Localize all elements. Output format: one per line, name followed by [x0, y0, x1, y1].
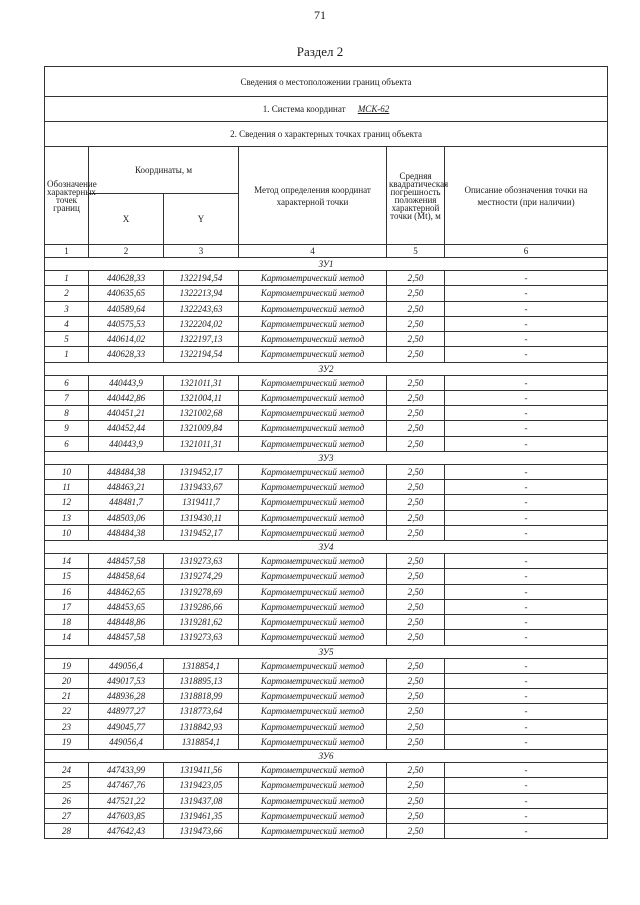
cell-point-id: 20 — [45, 673, 89, 688]
cell-precision: 2,50 — [387, 763, 445, 778]
cell-coord-y: 1318842,93 — [164, 719, 239, 734]
cell-precision: 2,50 — [387, 599, 445, 614]
cell-coord-y: 1319452,17 — [164, 464, 239, 479]
cell-description: - — [445, 525, 608, 540]
table-row — [45, 510, 608, 525]
cell-method: Картометрический метод — [239, 436, 387, 451]
cell-coord-x: 440614,02 — [89, 332, 164, 347]
cell-description: - — [445, 301, 608, 316]
cell-description: - — [445, 763, 608, 778]
cell-coord-x: 448448,86 — [89, 615, 164, 630]
cell-description: - — [445, 464, 608, 479]
cell-point-id: 7 — [45, 390, 89, 405]
cell-method: Картометрический метод — [239, 525, 387, 540]
cell-description: - — [445, 689, 608, 704]
cell-point-id: 14 — [45, 630, 89, 645]
cell-point-id: 14 — [45, 554, 89, 569]
cell-coord-y: 1322194,54 — [164, 347, 239, 362]
table-row — [45, 301, 608, 316]
cell-precision: 2,50 — [387, 436, 445, 451]
cell-method: Картометрический метод — [239, 316, 387, 331]
cell-description: - — [445, 673, 608, 688]
column-number: 2 — [89, 245, 164, 258]
cell-point-id: 21 — [45, 689, 89, 704]
cell-method: Картометрический метод — [239, 301, 387, 316]
cell-coord-y: 1319281,62 — [164, 615, 239, 630]
cell-method: Картометрический метод — [239, 554, 387, 569]
cell-coord-y: 1321011,31 — [164, 375, 239, 390]
cell-precision: 2,50 — [387, 406, 445, 421]
points-info-row — [45, 122, 608, 147]
cell-description: - — [445, 584, 608, 599]
section-title: Раздел 2 — [296, 44, 344, 59]
cell-method: Картометрический метод — [239, 778, 387, 793]
cell-point-id: 23 — [45, 719, 89, 734]
group-header-row — [45, 451, 608, 464]
cell-coord-y: 1322194,54 — [164, 271, 239, 286]
cell-method: Картометрический метод — [239, 406, 387, 421]
cell-method: Картометрический метод — [239, 793, 387, 808]
cell-method: Картометрический метод — [239, 704, 387, 719]
cell-coord-x: 440628,33 — [89, 347, 164, 362]
header-coordinates: Координаты, м — [89, 147, 239, 194]
table-row — [45, 332, 608, 347]
cell-precision: 2,50 — [387, 673, 445, 688]
cell-description: - — [445, 704, 608, 719]
page-number: 71 — [314, 8, 326, 22]
header-x: X — [89, 194, 164, 245]
table-row — [45, 584, 608, 599]
cell-coord-x: 440451,21 — [89, 406, 164, 421]
cell-coord-y: 1322197,13 — [164, 332, 239, 347]
cell-precision: 2,50 — [387, 421, 445, 436]
table-row — [45, 569, 608, 584]
cell-precision: 2,50 — [387, 630, 445, 645]
cell-method: Картометрический метод — [239, 584, 387, 599]
group-header-row — [45, 541, 608, 554]
cell-precision: 2,50 — [387, 271, 445, 286]
cell-precision: 2,50 — [387, 375, 445, 390]
cell-method: Картометрический метод — [239, 375, 387, 390]
cell-method: Картометрический метод — [239, 719, 387, 734]
column-number: 3 — [164, 245, 239, 258]
table-row — [45, 316, 608, 331]
table-row — [45, 824, 608, 839]
cell-coord-x: 440443,9 — [89, 436, 164, 451]
header-method: Метод определения координат характерной точки — [239, 147, 387, 245]
cell-method: Картометрический метод — [239, 615, 387, 630]
cell-method: Картометрический метод — [239, 347, 387, 362]
table-row — [45, 599, 608, 614]
cell-precision: 2,50 — [387, 808, 445, 823]
cell-point-id: 24 — [45, 763, 89, 778]
header-y: Y — [164, 194, 239, 245]
cell-coord-x: 448484,38 — [89, 525, 164, 540]
table-body — [45, 67, 608, 839]
cell-precision: 2,50 — [387, 584, 445, 599]
cell-precision: 2,50 — [387, 316, 445, 331]
cell-description: - — [445, 421, 608, 436]
cell-point-id: 16 — [45, 584, 89, 599]
cell-coord-y: 1322204,02 — [164, 316, 239, 331]
table-row — [45, 719, 608, 734]
cell-coord-x: 449017,53 — [89, 673, 164, 688]
table-row — [45, 421, 608, 436]
column-number-row — [45, 245, 608, 258]
group-header-row — [45, 645, 608, 658]
cell-coord-x: 447521,22 — [89, 793, 164, 808]
table-row — [45, 808, 608, 823]
cell-point-id: 25 — [45, 778, 89, 793]
cell-description: - — [445, 375, 608, 390]
cell-point-id: 28 — [45, 824, 89, 839]
cell-description: - — [445, 808, 608, 823]
cell-coord-x: 448457,58 — [89, 554, 164, 569]
column-number: 1 — [45, 245, 89, 258]
header-point-designation: Обозначение характерных точек границ — [45, 147, 89, 245]
cell-coord-y: 1318854,1 — [164, 658, 239, 673]
cell-point-id: 1 — [45, 271, 89, 286]
cell-precision: 2,50 — [387, 286, 445, 301]
header-row-1 — [45, 147, 608, 194]
cell-point-id: 19 — [45, 658, 89, 673]
table-row — [45, 271, 608, 286]
group-header-row — [45, 258, 608, 271]
header-description: Описание обозначения точки на местности (при наличии) — [445, 147, 608, 245]
column-number: 4 — [239, 245, 387, 258]
cell-description: - — [445, 793, 608, 808]
cell-precision: 2,50 — [387, 658, 445, 673]
cell-coord-y: 1318854,1 — [164, 734, 239, 749]
cell-coord-y: 1318818,99 — [164, 689, 239, 704]
cell-coord-y: 1319452,17 — [164, 525, 239, 540]
cell-description: - — [445, 658, 608, 673]
group-header-row — [45, 362, 608, 375]
cell-precision: 2,50 — [387, 734, 445, 749]
cell-method: Картометрический метод — [239, 673, 387, 688]
cell-description: - — [445, 271, 608, 286]
cell-point-id: 19 — [45, 734, 89, 749]
cell-coord-x: 447467,76 — [89, 778, 164, 793]
cell-precision: 2,50 — [387, 390, 445, 405]
cell-precision: 2,50 — [387, 347, 445, 362]
cell-description: - — [445, 347, 608, 362]
cell-coord-x: 448458,64 — [89, 569, 164, 584]
cell-coord-y: 1322213,94 — [164, 286, 239, 301]
cell-coord-y: 1322243,63 — [164, 301, 239, 316]
cell-coord-x: 447603,85 — [89, 808, 164, 823]
cell-coord-x: 440635,65 — [89, 286, 164, 301]
cell-description: - — [445, 599, 608, 614]
table-title: Сведения о местоположении границ объекта — [45, 67, 608, 97]
cell-method: Картометрический метод — [239, 332, 387, 347]
cell-description: - — [445, 332, 608, 347]
table-row — [45, 495, 608, 510]
cell-description: - — [445, 719, 608, 734]
cell-description: - — [445, 510, 608, 525]
cell-point-id: 22 — [45, 704, 89, 719]
cell-precision: 2,50 — [387, 778, 445, 793]
cell-coord-y: 1319411,7 — [164, 495, 239, 510]
cell-precision: 2,50 — [387, 689, 445, 704]
table-row — [45, 480, 608, 495]
cell-method: Картометрический метод — [239, 480, 387, 495]
cell-coord-y: 1321002,68 — [164, 406, 239, 421]
cell-point-id: 27 — [45, 808, 89, 823]
cell-point-id: 1 — [45, 347, 89, 362]
cell-method: Картометрический метод — [239, 569, 387, 584]
column-number: 6 — [445, 245, 608, 258]
table-row — [45, 734, 608, 749]
cell-coord-y: 1319273,63 — [164, 554, 239, 569]
boundary-table — [44, 66, 608, 839]
cell-coord-x: 447433,99 — [89, 763, 164, 778]
cell-description: - — [445, 824, 608, 839]
cell-precision: 2,50 — [387, 525, 445, 540]
cell-coord-y: 1319286,66 — [164, 599, 239, 614]
cell-method: Картометрический метод — [239, 390, 387, 405]
cell-method: Картометрический метод — [239, 271, 387, 286]
cell-point-id: 13 — [45, 510, 89, 525]
coord-system-value: МСК-62 — [357, 104, 390, 114]
table-title-row — [45, 67, 608, 97]
cell-precision: 2,50 — [387, 480, 445, 495]
cell-method: Картометрический метод — [239, 689, 387, 704]
table-row — [45, 286, 608, 301]
cell-method: Картометрический метод — [239, 630, 387, 645]
cell-description: - — [445, 778, 608, 793]
cell-method: Картометрический метод — [239, 808, 387, 823]
cell-description: - — [445, 615, 608, 630]
cell-coord-x: 448481,7 — [89, 495, 164, 510]
table-row — [45, 793, 608, 808]
cell-point-id: 17 — [45, 599, 89, 614]
cell-coord-x: 448457,58 — [89, 630, 164, 645]
cell-method: Картометрический метод — [239, 658, 387, 673]
cell-method: Картометрический метод — [239, 599, 387, 614]
cell-description: - — [445, 480, 608, 495]
cell-coord-y: 1321004,11 — [164, 390, 239, 405]
cell-coord-y: 1318773,64 — [164, 704, 239, 719]
coord-system-cell — [45, 97, 608, 122]
cell-coord-x: 448453,65 — [89, 599, 164, 614]
table-row — [45, 673, 608, 688]
table-row — [45, 630, 608, 645]
cell-point-id: 26 — [45, 793, 89, 808]
table-row — [45, 436, 608, 451]
cell-method: Картометрический метод — [239, 510, 387, 525]
table-row — [45, 763, 608, 778]
cell-precision: 2,50 — [387, 824, 445, 839]
cell-point-id: 10 — [45, 525, 89, 540]
cell-description: - — [445, 495, 608, 510]
points-info-label: 2. Сведения о характерных точках границ объекта — [45, 122, 608, 147]
cell-description: - — [445, 436, 608, 451]
cell-description: - — [445, 316, 608, 331]
table-row — [45, 525, 608, 540]
cell-coord-x: 447642,43 — [89, 824, 164, 839]
cell-precision: 2,50 — [387, 615, 445, 630]
cell-point-id: 2 — [45, 286, 89, 301]
cell-precision: 2,50 — [387, 301, 445, 316]
cell-coord-x: 440628,33 — [89, 271, 164, 286]
cell-method: Картометрический метод — [239, 495, 387, 510]
table-row — [45, 406, 608, 421]
cell-description: - — [445, 390, 608, 405]
group-name: ЗУ2 — [45, 362, 608, 375]
cell-point-id: 9 — [45, 421, 89, 436]
table-row — [45, 554, 608, 569]
table-row — [45, 658, 608, 673]
cell-coord-y: 1319273,63 — [164, 630, 239, 645]
cell-point-id: 3 — [45, 301, 89, 316]
cell-coord-y: 1319473,66 — [164, 824, 239, 839]
cell-coord-y: 1321011,31 — [164, 436, 239, 451]
cell-point-id: 11 — [45, 480, 89, 495]
cell-description: - — [445, 406, 608, 421]
cell-coord-x: 449056,4 — [89, 658, 164, 673]
table-row — [45, 390, 608, 405]
cell-coord-x: 440442,86 — [89, 390, 164, 405]
cell-description: - — [445, 554, 608, 569]
cell-method: Картометрический метод — [239, 421, 387, 436]
cell-description: - — [445, 569, 608, 584]
cell-precision: 2,50 — [387, 464, 445, 479]
cell-method: Картометрический метод — [239, 734, 387, 749]
cell-coord-x: 440575,53 — [89, 316, 164, 331]
cell-point-id: 18 — [45, 615, 89, 630]
cell-coord-y: 1321009,84 — [164, 421, 239, 436]
cell-coord-y: 1319433,67 — [164, 480, 239, 495]
cell-description: - — [445, 734, 608, 749]
coord-system-row — [45, 97, 608, 122]
cell-method: Картометрический метод — [239, 824, 387, 839]
cell-method: Картометрический метод — [239, 464, 387, 479]
cell-point-id: 6 — [45, 436, 89, 451]
cell-coord-x: 448936,28 — [89, 689, 164, 704]
cell-description: - — [445, 630, 608, 645]
cell-point-id: 5 — [45, 332, 89, 347]
cell-coord-y: 1319278,69 — [164, 584, 239, 599]
cell-precision: 2,50 — [387, 495, 445, 510]
table-row — [45, 689, 608, 704]
cell-coord-y: 1318895,13 — [164, 673, 239, 688]
group-name: ЗУ5 — [45, 645, 608, 658]
cell-coord-x: 448977,27 — [89, 704, 164, 719]
cell-coord-y: 1319274,29 — [164, 569, 239, 584]
group-name: ЗУ4 — [45, 541, 608, 554]
table-row — [45, 615, 608, 630]
group-name: ЗУ1 — [45, 258, 608, 271]
group-name: ЗУ3 — [45, 451, 608, 464]
table-row — [45, 778, 608, 793]
cell-precision: 2,50 — [387, 332, 445, 347]
cell-coord-x: 448463,21 — [89, 480, 164, 495]
cell-coord-x: 448503,06 — [89, 510, 164, 525]
cell-precision: 2,50 — [387, 719, 445, 734]
cell-point-id: 8 — [45, 406, 89, 421]
cell-method: Картометрический метод — [239, 763, 387, 778]
cell-coord-y: 1319423,05 — [164, 778, 239, 793]
cell-precision: 2,50 — [387, 569, 445, 584]
cell-precision: 2,50 — [387, 510, 445, 525]
cell-precision: 2,50 — [387, 704, 445, 719]
cell-precision: 2,50 — [387, 793, 445, 808]
cell-coord-y: 1319437,08 — [164, 793, 239, 808]
cell-coord-x: 440589,64 — [89, 301, 164, 316]
cell-coord-y: 1319461,35 — [164, 808, 239, 823]
table-row — [45, 375, 608, 390]
coord-system-label: 1. Система координат — [262, 104, 346, 114]
cell-coord-x: 449045,77 — [89, 719, 164, 734]
cell-coord-y: 1319411,56 — [164, 763, 239, 778]
cell-point-id: 12 — [45, 495, 89, 510]
group-header-row — [45, 750, 608, 763]
cell-point-id: 10 — [45, 464, 89, 479]
cell-coord-x: 448484,38 — [89, 464, 164, 479]
group-name: ЗУ6 — [45, 750, 608, 763]
header-precision: Средняя квадратическая погрешность положения характерной точки (Mt), м — [387, 147, 445, 245]
cell-coord-y: 1319430,11 — [164, 510, 239, 525]
column-number: 5 — [387, 245, 445, 258]
cell-point-id: 15 — [45, 569, 89, 584]
cell-coord-x: 440452,44 — [89, 421, 164, 436]
table-row — [45, 464, 608, 479]
cell-method: Картометрический метод — [239, 286, 387, 301]
cell-precision: 2,50 — [387, 554, 445, 569]
table-row — [45, 347, 608, 362]
cell-coord-x: 440443,9 — [89, 375, 164, 390]
cell-coord-x: 449056,4 — [89, 734, 164, 749]
cell-coord-x: 448462,65 — [89, 584, 164, 599]
cell-point-id: 6 — [45, 375, 89, 390]
cell-point-id: 4 — [45, 316, 89, 331]
cell-description: - — [445, 286, 608, 301]
table-row — [45, 704, 608, 719]
